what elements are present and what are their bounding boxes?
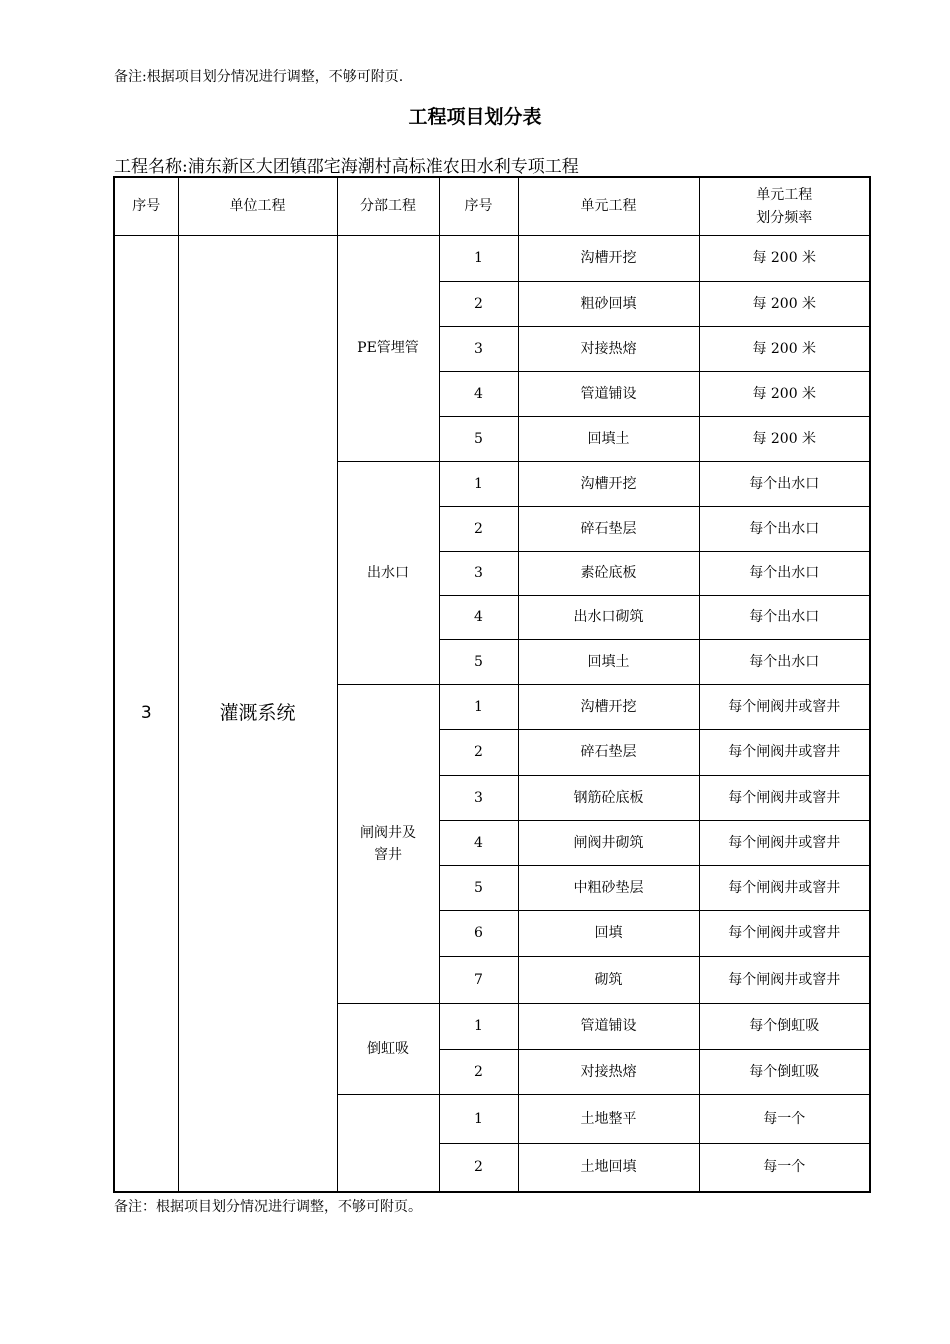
element-project-cell: 碎石垫层 (518, 507, 699, 552)
table-header-row (114, 177, 870, 236)
element-project-cell: 土地整平 (518, 1095, 699, 1144)
sub-project-cell (337, 1004, 439, 1095)
sub-project-name-line2: 窨井 (374, 847, 402, 863)
header-sub-seq: 序号 (439, 177, 518, 236)
element-project-cell: 对接热熔 (518, 327, 699, 372)
sub-seq-cell: 1 (439, 462, 518, 507)
sub-seq-cell: 2 (439, 730, 518, 776)
element-project-cell: 土地回填 (518, 1144, 699, 1192)
header-unit-project: 单位工程 (178, 177, 337, 236)
header-frequency-line2: 划分频率 (756, 209, 813, 226)
frequency-cell: 每个倒虹吸 (699, 1050, 870, 1095)
frequency-cell: 每个闸阀井或窨井 (699, 911, 870, 957)
element-project-cell: 管道铺设 (518, 1004, 699, 1050)
sub-project-name-line1: 出水口 (367, 564, 409, 581)
frequency-cell: 每个出水口 (699, 462, 870, 507)
unit-name-cell: 灌溉系统 (178, 236, 337, 1192)
top-note: 备注:根据项目划分情况进行调整，不够可附页. (114, 69, 404, 85)
page-title: 工程项目划分表 (408, 106, 542, 128)
sub-project-name-line1: PE管埋管 (357, 340, 419, 357)
sub-seq-cell: 7 (439, 957, 518, 1004)
header-seq: 序号 (114, 177, 178, 236)
element-project-cell: 回填 (518, 911, 699, 957)
frequency-cell: 每个闸阀井或窨井 (699, 685, 870, 730)
header-element-project: 单元工程 (518, 177, 699, 236)
frequency-cell: 每个闸阀井或窨井 (699, 821, 870, 866)
frequency-cell: 每 200 米 (699, 417, 870, 462)
sub-project-cell (337, 236, 439, 462)
frequency-cell: 每一个 (699, 1095, 870, 1144)
sub-seq-cell: 1 (439, 236, 518, 282)
frequency-cell: 每个出水口 (699, 640, 870, 685)
frequency-cell: 每个闸阀井或窨井 (699, 957, 870, 1004)
sub-project-name-line1: 闸阀井及 (360, 824, 416, 841)
frequency-cell: 每个出水口 (699, 596, 870, 640)
sub-seq-cell: 1 (439, 685, 518, 730)
element-project-cell: 钢筋砼底板 (518, 776, 699, 821)
sub-project-cell (337, 462, 439, 685)
header-frequency (699, 177, 870, 236)
frequency-cell: 每个出水口 (699, 507, 870, 552)
sub-seq-cell: 3 (439, 552, 518, 596)
sub-seq-cell: 5 (439, 866, 518, 911)
sub-seq-cell: 5 (439, 640, 518, 685)
project-division-table (113, 176, 871, 1193)
header-sub-project: 分部工程 (337, 177, 439, 236)
frequency-cell: 每一个 (699, 1144, 870, 1192)
frequency-cell: 每 200 米 (699, 327, 870, 372)
frequency-cell: 每个出水口 (699, 552, 870, 596)
table-row (114, 236, 870, 282)
sub-seq-cell: 4 (439, 372, 518, 417)
header-frequency-line1: 单元工程 (756, 187, 813, 204)
sub-project-cell (337, 1095, 439, 1192)
sub-seq-cell: 1 (439, 1004, 518, 1050)
element-project-cell: 素砼底板 (518, 552, 699, 596)
frequency-cell: 每个闸阀井或窨井 (699, 776, 870, 821)
element-project-cell: 粗砂回填 (518, 282, 699, 327)
element-project-cell: 对接热熔 (518, 1050, 699, 1095)
sub-seq-cell: 3 (439, 776, 518, 821)
element-project-cell: 沟槽开挖 (518, 236, 699, 282)
sub-seq-cell: 2 (439, 1050, 518, 1095)
bottom-note: 备注：根据项目划分情况进行调整，不够可附页。 (114, 1199, 422, 1215)
element-project-cell: 碎石垫层 (518, 730, 699, 776)
sub-project-cell (337, 685, 439, 1004)
sub-seq-cell: 2 (439, 507, 518, 552)
element-project-cell: 出水口砌筑 (518, 596, 699, 640)
element-project-cell: 中粗砂垫层 (518, 866, 699, 911)
frequency-cell: 每 200 米 (699, 282, 870, 327)
table-body (114, 236, 870, 1192)
sub-seq-cell: 2 (439, 282, 518, 327)
sub-seq-cell: 1 (439, 1095, 518, 1144)
sub-seq-cell: 4 (439, 821, 518, 866)
element-project-cell: 管道铺设 (518, 372, 699, 417)
element-project-cell: 沟槽开挖 (518, 462, 699, 507)
sub-project-name-line1: 倒虹吸 (367, 1040, 409, 1057)
unit-seq-cell: 3 (114, 236, 178, 1192)
element-project-cell: 沟槽开挖 (518, 685, 699, 730)
frequency-cell: 每 200 米 (699, 236, 870, 282)
sub-seq-cell: 2 (439, 1144, 518, 1192)
project-name: 工程名称:浦东新区大团镇邵宅海潮村高标准农田水利专项工程 (114, 157, 579, 177)
frequency-cell: 每个闸阀井或窨井 (699, 730, 870, 776)
frequency-cell: 每个闸阀井或窨井 (699, 866, 870, 911)
sub-seq-cell: 6 (439, 911, 518, 957)
element-project-cell: 回填土 (518, 417, 699, 462)
frequency-cell: 每个倒虹吸 (699, 1004, 870, 1050)
sub-seq-cell: 5 (439, 417, 518, 462)
sub-seq-cell: 4 (439, 596, 518, 640)
sub-seq-cell: 3 (439, 327, 518, 372)
frequency-cell: 每 200 米 (699, 372, 870, 417)
element-project-cell: 闸阀井砌筑 (518, 821, 699, 866)
element-project-cell: 回填土 (518, 640, 699, 685)
element-project-cell: 砌筑 (518, 957, 699, 1004)
